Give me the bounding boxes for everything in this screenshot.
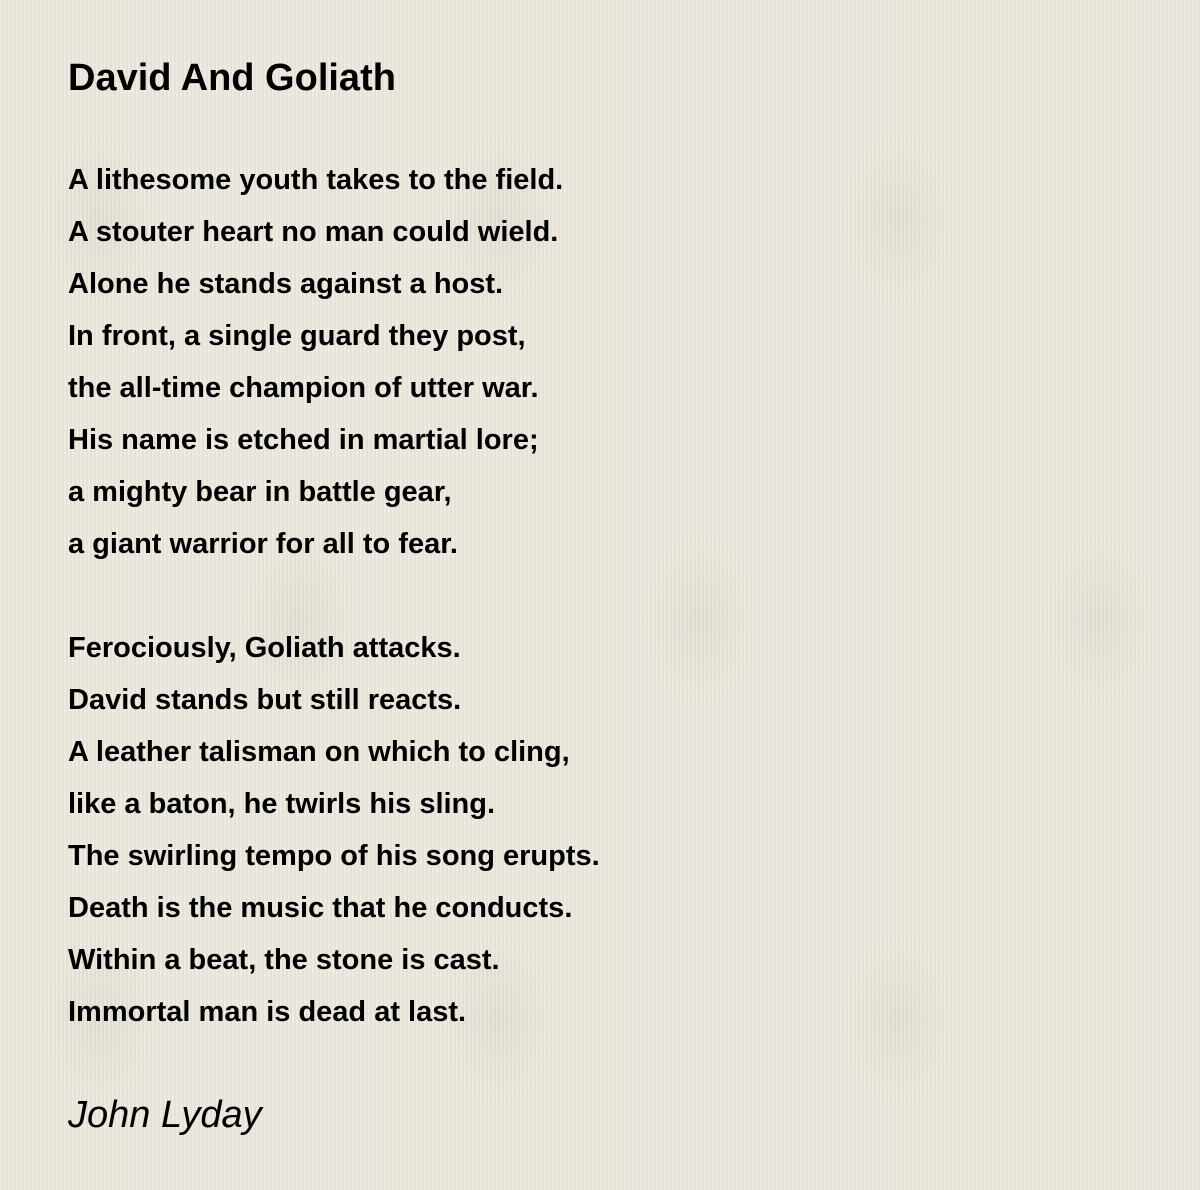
poem-line: A leather talisman on which to cling, <box>68 736 570 768</box>
poem-line: His name is etched in martial lore; <box>68 424 539 456</box>
poem-line: Death is the music that he conducts. <box>68 892 573 924</box>
stanza-2 <box>68 622 600 1038</box>
stanza-1 <box>68 154 563 570</box>
poem-line: David stands but still reacts. <box>68 684 462 716</box>
poem-line: Ferociously, Goliath attacks. <box>68 632 461 664</box>
poem-line: Immortal man is dead at last. <box>68 996 467 1028</box>
poem-line: A stouter heart no man could wield. <box>68 216 559 248</box>
poem-line: like a baton, he twirls his sling. <box>68 788 496 820</box>
poem-line: Alone he stands against a host. <box>68 268 504 300</box>
poem-line: In front, a single guard they post, <box>68 320 526 352</box>
poem-line: the all-time champion of utter war. <box>68 372 539 404</box>
poem-title: David And Goliath <box>68 57 396 99</box>
poem-line: A lithesome youth takes to the field. <box>68 164 564 196</box>
poem-author: John Lyday <box>68 1094 262 1136</box>
poem-line: Within a beat, the stone is cast. <box>68 944 500 976</box>
poem-line: a giant warrior for all to fear. <box>68 528 458 560</box>
poem-line: a mighty bear in battle gear, <box>68 476 452 508</box>
poem-line: The swirling tempo of his song erupts. <box>68 840 600 872</box>
